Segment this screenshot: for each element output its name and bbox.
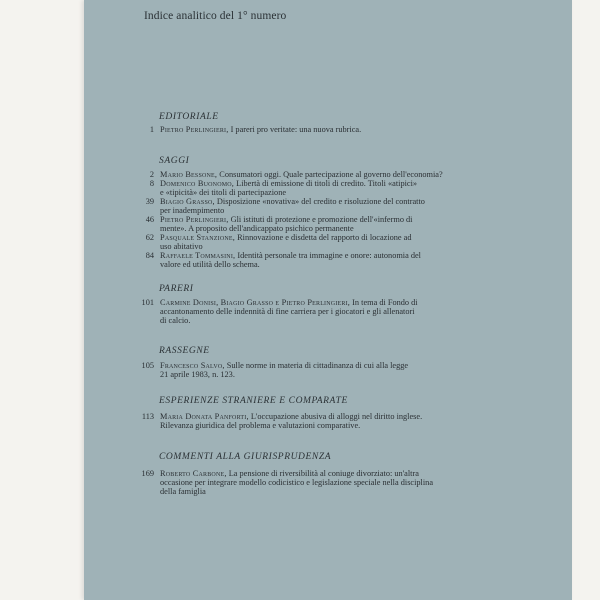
entry-text <box>160 125 546 134</box>
entry-title-line: accantonamento delle indennità di fine carriera per i giocatori e gli allenatori <box>160 307 415 317</box>
entry-text <box>160 361 546 379</box>
entry-text <box>160 412 546 430</box>
entry-title-line: mente». A proposito dell'andicappato psichico permanente <box>160 224 354 234</box>
entry-title-line: Sulle norme in materia di cittadinanza di cui alla legge <box>226 361 409 370</box>
page-header: Indice analitico del 1° numero <box>144 10 287 22</box>
entry-author: Biagio Grasso, <box>160 197 215 206</box>
entry-author: Pietro Perlingieri, <box>160 215 229 224</box>
entry-title-line: Disposizione «novativa» del credito e risoluzione del contratto <box>216 197 425 206</box>
section-title-esperienze-straniere: ESPERIENZE STRANIERE E COMPARATE <box>159 396 348 406</box>
entry-page-number: 8 <box>149 179 154 188</box>
entry-author: Domenico Buonomo, <box>160 179 235 188</box>
entry-author: Raffaele Tommasini, <box>160 251 236 260</box>
entry-page-number: 113 <box>141 412 154 421</box>
entry-title-line: per inadempimento <box>160 206 225 216</box>
entry-title-line: occasione per integrare modello codicistico e legislazione speciale nella disciplina <box>160 478 433 488</box>
section-title-editoriale: EDITORIALE <box>159 112 219 122</box>
entry-title-line: di calcio. <box>160 316 191 326</box>
entry-text <box>160 251 546 269</box>
entry-text <box>160 179 546 197</box>
entry-author: Maria Donata Panforti, <box>160 412 249 421</box>
entry-page-number: 169 <box>141 469 154 478</box>
entry-page-number: 105 <box>141 361 154 370</box>
entry-title-line: Rilevanza giuridica del problema e valutazioni comparative. <box>160 421 361 431</box>
entry-page-number: 39 <box>145 197 154 206</box>
section-title-commenti-giurisprudenza: COMMENTI ALLA GIURISPRUDENZA <box>159 452 332 462</box>
entry-text <box>160 298 546 326</box>
entry-title-line: Rinnovazione e disdetta del rapporto di locazione ad <box>237 233 412 242</box>
entry-text <box>160 170 546 179</box>
entry-page-number: 62 <box>145 233 154 242</box>
entry-title-line: L'occupazione abusiva di alloggi nel diritto inglese. <box>250 412 423 421</box>
entry-page-number: 101 <box>141 298 154 307</box>
entry-author: Pasquale Stanzione, <box>160 233 236 242</box>
entry-title-line: uso abitativo <box>160 242 203 252</box>
entry-author: Pietro Perlingieri, <box>160 125 229 134</box>
entry-page-number: 46 <box>145 215 154 224</box>
index-page <box>84 0 572 600</box>
entry-title-line: 21 aprile 1983, n. 123. <box>160 370 235 380</box>
entry-page-number: 84 <box>145 251 154 260</box>
entry-title-line: In tema di Fondo di <box>352 298 418 307</box>
entry-title-line: Identità personale tra immagine e onore: autonomia del <box>237 251 421 260</box>
entry-page-number: 2 <box>149 170 154 179</box>
entry-author: Francesco Salvo, <box>160 361 225 370</box>
entry-title-line: La pensione di riversibilità al coniuge divorziato: un'altra <box>228 469 419 478</box>
entry-title-line: della famiglia <box>160 487 206 497</box>
entry-title-line: Gli istituti di protezione e promozione dell'«infermo di <box>230 215 413 224</box>
section-title-rassegne: RASSEGNE <box>159 346 210 356</box>
section-title-saggi: SAGGI <box>159 156 190 166</box>
entry-author: Carmine Donisi, Biagio Grasso e Pietro Perlingieri, <box>160 298 351 307</box>
entry-title-line: e «tipicità» dei titoli di partecipazione <box>160 188 287 198</box>
entry-title-line: Consumatori oggi. Quale partecipazione al governo dell'economia? <box>219 170 443 179</box>
section-title-pareri: PARERI <box>159 284 194 294</box>
entry-author: Mario Bessone, <box>160 170 218 179</box>
entry-text <box>160 215 546 233</box>
entry-title-line: valore ed utilità dello schema. <box>160 260 260 270</box>
entry-page-number: 1 <box>149 125 154 134</box>
entry-text <box>160 469 546 497</box>
entry-author: Roberto Carbone, <box>160 469 227 478</box>
entry-text <box>160 233 546 251</box>
entry-text <box>160 197 546 215</box>
entry-title-line: Libertà di emissione di titoli di credito. Titoli «atipici» <box>236 179 418 188</box>
entry-title-line: I pareri pro veritate: una nuova rubrica. <box>230 125 362 134</box>
